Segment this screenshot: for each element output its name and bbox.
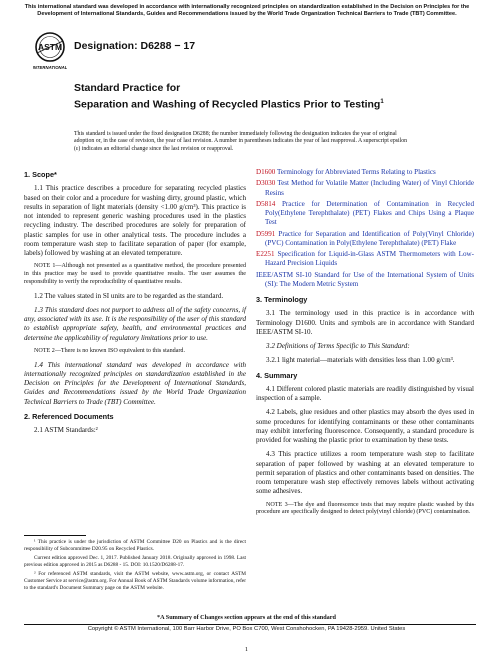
reference-title[interactable]: Standard for Use of the International System of Units (SI): The Modern Metric System	[265, 270, 474, 288]
reference-title[interactable]: Practice for Separation and Identification of Poly(Vinyl Chloride) (PVC) Contamination in Poly(Ethylene Terephthalate) (PET) Flake	[265, 229, 474, 247]
reference-title[interactable]: Test Method for Volatile Matter (Including Water) of Vinyl Chloride Resins	[265, 179, 474, 197]
reference-link[interactable]: D3030	[256, 179, 276, 188]
document-title	[74, 95, 414, 112]
para-3-2: 3.2 Definitions of Terms Specific to This Standard:	[266, 342, 410, 350]
reference-item	[256, 250, 474, 269]
reference-link[interactable]: D5991	[256, 229, 276, 238]
note-2: NOTE 2—There is no known ISO equivalent to this standard.	[34, 347, 185, 354]
page-number: 1	[244, 646, 249, 653]
reference-title[interactable]: Practice for Determination of Contamination in Recycled Poly(Ethylene Terephthalate) (PET) Flakes and Chips Using a Plaque Test	[265, 199, 474, 227]
left-column	[24, 168, 246, 440]
copyright-divider	[24, 624, 476, 625]
reference-link[interactable]: E2251	[256, 250, 275, 258]
reference-item	[256, 271, 474, 290]
note-3: NOTE 3—The dye and fluorescence tests that may require plastic washed by this procedure are specifically designed to detect poly(vinyl chloride) (PVC) contamination.	[256, 501, 474, 516]
reference-item	[256, 200, 474, 228]
summary-heading: 4. Summary	[256, 370, 298, 380]
copyright-line: Copyright © ASTM International, 100 Barr Harbor Drive, PO Box C700, West Conshohocken, PA 19428-2959. United States	[87, 626, 406, 632]
reference-item	[256, 230, 474, 249]
reference-title[interactable]: Specification for Liquid-in-Glass ASTM Thermometers with Low-Hazard Precision Liquids	[265, 250, 474, 268]
reference-title[interactable]: Terminology for Abbreviated Terms Relating to Plastics	[276, 168, 436, 176]
summary-of-changes-notice: *A Summary of Changes section appears at the end of this standard	[157, 614, 336, 621]
para-1-2: 1.2 The values stated in SI units are to be regarded as the standard.	[34, 291, 224, 300]
para-3-2-1: 3.2.1 light material—materials with densities less than 1.00 g/cm³.	[266, 356, 455, 365]
wto-notice: This international standard was developed in accordance with internationally recognized principles on standardization established in the Decision on Principles for the Development of International Standards, Guides and Recommendations issued by the World Trade Organization Technical Barriers to Trade (TBT) Committee.	[24, 4, 470, 17]
footnote-1-edition: Current edition approved Dec. 1, 2017. Published January 2018. Originally approved in 1998. Last previous edition approved in 2015 as D6288 - 15. DOI: 10.1520/D6288-17.	[24, 555, 246, 568]
designation: Designation: D6288 − 17	[74, 40, 196, 52]
reference-link[interactable]: IEEE/ASTM SI-10	[256, 270, 312, 279]
footnote-2: ² For referenced ASTM standards, visit the ASTM website, www.astm.org, or contact ASTM Customer Service at service@astm.org. For Annual Book of ASTM Standards volume information, refer to the standard's Document Summary page on the ASTM website.	[24, 571, 246, 591]
footnote-divider	[24, 535, 86, 536]
reference-link[interactable]: D1600	[256, 168, 276, 176]
terminology-heading: 3. Terminology	[256, 295, 308, 304]
document-title-text: Separation and Washing of Recycled Plastics Prior to Testing	[74, 98, 381, 111]
reference-item	[256, 179, 474, 198]
note-1: NOTE 1—Although not presented as a quantitative method, the procedure presented in this practice may be used to provide quantitative results. The user assumes the responsibility to verify the reproducibility of quantitative results.	[24, 263, 246, 285]
para-4-2: 4.2 Labels, glue residues and other plastics may absorb the dyes used in some procedures for identifying contaminants or these other contaminants may exhibit interfering fluorescence. Consequently, a standard procedure is provided for washing the plastic prior to examination by these tests.	[256, 408, 474, 444]
svg-text:ASTM: ASTM	[37, 42, 63, 52]
para-4-1: 4.1 Different colored plastic materials are readily distinguished by visual inspection of a sample.	[256, 384, 474, 402]
astm-logo	[33, 31, 67, 79]
para-4-3: 4.3 This practice utilizes a room temperature wash step to facilitate separation of paper followed by washing at an elevated temperature to permit separation of plastics and other contaminants based on densities. The room temperature wash step effectively removes labels without activating some adhesives.	[256, 450, 474, 496]
right-column	[256, 168, 474, 522]
title-footnote-mark: 1	[380, 99, 384, 105]
footnotes	[24, 539, 246, 594]
reference-item	[256, 168, 474, 177]
para-2-1: 2.1 ASTM Standards:²	[34, 426, 98, 435]
svg-text:INTERNATIONAL: INTERNATIONAL	[33, 65, 67, 70]
para-1-1: 1.1 This practice describes a procedure for separating recycled plastics based on their color and a procedure for washing dirty, ground plastic, which results in separation of light materials (density <1.00 g/cm³). This practice is not intended to represent generic washing procedures used in the plastics recycling industry. The described procedures are solely for preparation of plastic samples for use in other analytical tests. The procedure includes a room temperature wash step to facilitate separation of paper (for example, labels) followed by washing at an elevated temperature.	[24, 184, 246, 257]
reference-link[interactable]: D5814	[256, 199, 276, 208]
para-3-1: 3.1 The terminology used in this practice is in accordance with Terminology D1600. Units and symbols are in accordance with Standard IEEE/ASTM SI-10.	[256, 309, 474, 336]
title-prefix: Standard Practice for	[74, 82, 181, 94]
footnote-1: ¹ This practice is under the jurisdiction of ASTM Committee D20 on Plastics and is the direct responsibility of Subcommittee D20.95 on Recycled Plastics.	[24, 539, 246, 552]
para-1-3: 1.3 This standard does not purport to address all of the safety concerns, if any, associated with its use. It is the responsibility of the user of this standard to establish appropriate safety, health, and environmental practices and determine the applicability of regulatory limitations prior to use.	[24, 305, 246, 342]
referenced-documents-heading: 2. Referenced Documents	[24, 411, 114, 421]
intro-text: This standard is issued under the fixed designation D6288; the number immediately following the designation indicates the year of original adoption or, in the case of revision, the year of last revision. A number in parentheses indicates the year of last reapproval. A superscript epsilon (ε) indicates an editorial change since the last revision or reapproval.	[74, 131, 407, 152]
scope-heading: 1. Scope*	[24, 170, 57, 179]
para-1-4: 1.4 This international standard was developed in accordance with internationally recognized principles on standardization established in the Decision on Principles for the Development of International Standards, Guides and Recommendations issued by the World Trade Organization Technical Barriers to Trade (TBT) Committee.	[24, 360, 246, 406]
